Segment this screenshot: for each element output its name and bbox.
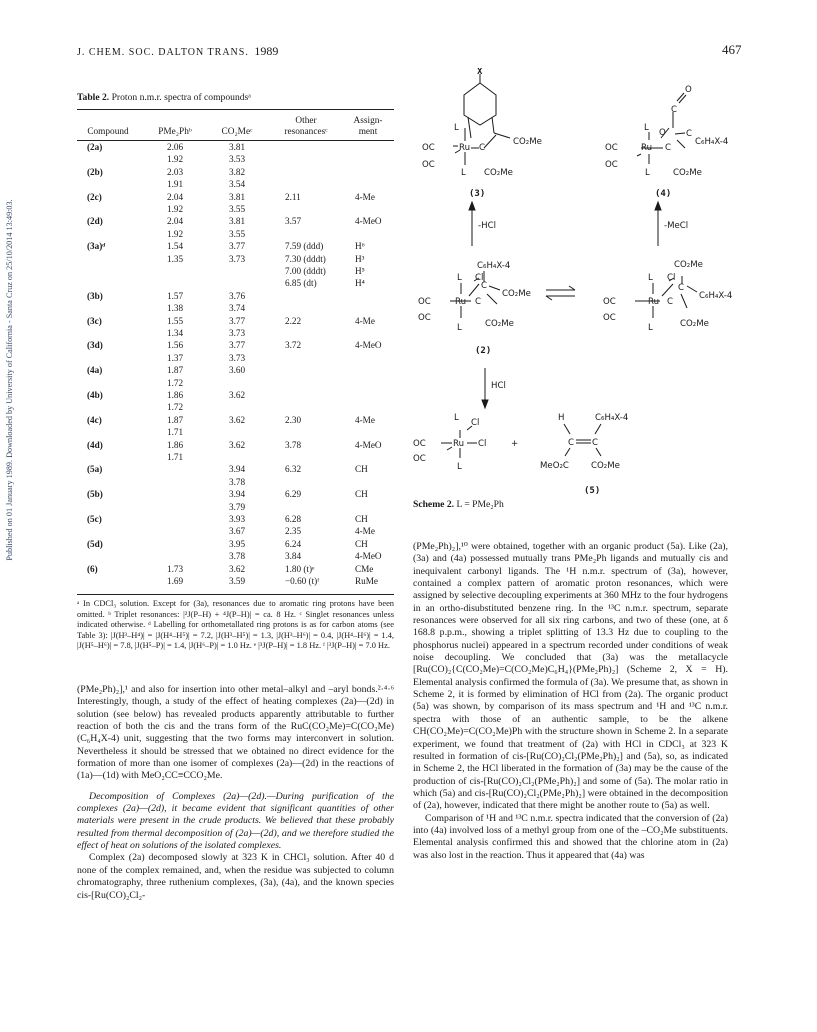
table-cell-compound: (2d) xyxy=(87,216,103,227)
table-cell-pme2ph: 2.04 xyxy=(167,216,184,227)
table-cell-compound: (4b) xyxy=(87,390,103,400)
header-assign-top: Assign- xyxy=(353,116,383,126)
table-cell-other: 2.11 xyxy=(285,191,301,202)
header-co2me: CO₂Meᶜ xyxy=(221,127,253,137)
table-cell-co2me: 3.94 xyxy=(229,464,246,475)
table-cell-compound: (3d) xyxy=(87,340,103,351)
table-cell-other: 2.22 xyxy=(285,315,302,326)
table-cell-other: 7.30 (dddt) xyxy=(285,253,326,264)
table-cell-co2me: 3.79 xyxy=(229,501,246,512)
table-cell-pme2ph: 1.37 xyxy=(167,352,184,363)
scheme-2-diagram xyxy=(405,68,750,498)
oxygen: O xyxy=(685,85,692,95)
table-cell-pme2ph: 1.55 xyxy=(167,315,184,326)
table-cell-compound: (5b) xyxy=(87,489,103,500)
table-cell-co2me: 3.81 xyxy=(229,191,246,202)
co2me-group: CO₂Me xyxy=(673,168,702,178)
carbon: C xyxy=(667,297,674,307)
table-cell-co2me: 3.93 xyxy=(229,514,246,524)
table-cell-compound: (4c) xyxy=(87,414,102,425)
table-cell-co2me: 3.62 xyxy=(229,563,246,574)
table-cell-compound: (4d) xyxy=(87,439,103,450)
table-cell-compound: (5a) xyxy=(87,464,103,475)
compound-2-right-structure xyxy=(635,276,697,318)
ligand-l: L xyxy=(457,273,462,283)
table-cell-other: 1.80 (t)ᵉ xyxy=(285,563,315,574)
table-cell-co2me: 3.55 xyxy=(229,204,246,214)
table-cell-pme2ph: 1.38 xyxy=(167,303,184,314)
header-other-top: Other xyxy=(295,116,317,126)
co2me-group: CO₂Me xyxy=(591,461,620,471)
table-cell-pme2ph: 1.91 xyxy=(167,179,184,190)
table-cell-pme2ph: 1.56 xyxy=(167,340,184,351)
table-cell-assign: CH xyxy=(355,514,368,524)
table-cell-other: −0.60 (t)ᶠ xyxy=(285,576,320,586)
aryl-group: C₆H₄X-4 xyxy=(695,137,729,147)
table-caption xyxy=(77,92,251,103)
table-cell-pme2ph: 1.92 xyxy=(167,228,184,239)
table-cell-compound: (3a)ᵈ xyxy=(87,241,106,252)
table-cell-pme2ph: 1.86 xyxy=(167,439,184,450)
paragraph-decomposition: Decomposition of Complexes (2a)—(2d).—During purification of the complexes (2a)—(2d), it became evident that significant quantities of other materials were present in the crude products. We believed that these probably resulted from thermal decomposition of (2a)—(2d), and we therefore studied the effect of heat on solutions of the isolated complexes. xyxy=(77,790,394,852)
table-cell-pme2ph: 1.71 xyxy=(167,452,184,462)
ligand-l: L xyxy=(454,413,459,423)
compound-2-label: (2) xyxy=(475,346,492,356)
table-cell-co2me: 3.73 xyxy=(229,253,246,264)
carbon: C xyxy=(479,143,486,153)
ruthenium: Ru xyxy=(459,143,471,153)
ligand-l: L xyxy=(461,168,466,178)
table-cell-co2me: 3.55 xyxy=(229,228,246,239)
plus-sign: + xyxy=(511,439,519,449)
table-cell-assign: 4-MeO xyxy=(355,439,382,450)
table-cell-assign: H⁶ xyxy=(355,241,365,252)
table-cell-pme2ph: 1.35 xyxy=(167,253,184,264)
chlorine: Cl xyxy=(478,439,487,449)
table-cell-compound: (4a) xyxy=(87,365,103,376)
carbonyl-oc: OC xyxy=(418,297,431,307)
table-cell-other: 3.84 xyxy=(285,551,302,562)
page-number: 467 xyxy=(722,42,742,57)
table-cell-co2me: 3.74 xyxy=(229,303,246,314)
minus-hcl-label: -HCl xyxy=(478,221,496,231)
provenance-text: Published on 01 January 1989. Downloaded by University of California - Santa Cruz on 25/10/2014 13:49:03. xyxy=(5,199,14,561)
table-cell-other: 2.30 xyxy=(285,414,302,425)
table-cell-assign: CMe xyxy=(355,563,374,574)
table-cell-co2me: 3.77 xyxy=(229,315,246,326)
ligand-l: L xyxy=(648,323,653,333)
ligand-l: L xyxy=(648,273,653,283)
ruthenium: Ru xyxy=(648,297,660,307)
ruthenium: Ru xyxy=(641,143,653,153)
ligand-l: L xyxy=(644,123,649,133)
chlorine: Cl xyxy=(475,273,484,283)
table-cell-compound: (6) xyxy=(87,563,98,574)
table-caption-text: Proton n.m.r. spectra of compoundsᵃ xyxy=(111,92,251,103)
table-cell-assign: 4-Me xyxy=(355,315,375,326)
table-cell-compound: (3c) xyxy=(87,315,102,326)
table-cell-pme2ph: 1.57 xyxy=(167,290,184,301)
carbonyl-oc: OC xyxy=(413,454,426,464)
carbonyl-oc: OC xyxy=(418,313,431,323)
co2me-group: CO₂Me xyxy=(513,137,542,147)
table-cell-co2me: 3.73 xyxy=(229,352,246,363)
table-cell-compound: (3b) xyxy=(87,290,103,301)
ruthenium: Ru xyxy=(453,439,465,449)
table-cell-pme2ph: 1.71 xyxy=(167,427,184,438)
table-cell-pme2ph: 1.92 xyxy=(167,204,184,214)
table-cell-pme2ph: 1.87 xyxy=(167,365,184,376)
table-cell-assign: H⁵ xyxy=(355,266,365,276)
carbonyl-oc: OC xyxy=(413,439,426,449)
table-cell-compound: (2b) xyxy=(87,166,103,177)
table-cell-co2me: 3.78 xyxy=(229,551,246,562)
co2me-group: CO₂Me xyxy=(674,260,703,270)
table-bottom-rule xyxy=(77,594,394,595)
table-cell-co2me: 3.59 xyxy=(229,576,246,586)
table-cell-co2me: 3.82 xyxy=(229,166,246,177)
table-cell-compound: (2a) xyxy=(87,142,103,152)
table-cell-pme2ph: 2.03 xyxy=(167,166,184,177)
scheme-caption-text: L = PMe₂Ph xyxy=(456,499,504,510)
table-cell-co2me: 3.67 xyxy=(229,526,246,537)
table-header-rule xyxy=(77,140,394,141)
meo2c-group: MeO₂C xyxy=(540,461,569,471)
chlorine: Cl xyxy=(471,418,480,428)
table-top-rule xyxy=(77,109,394,110)
compound-5-label: (5) xyxy=(584,486,601,496)
header-other-bottom: resonancesᶜ xyxy=(284,127,328,137)
ligand-l: L xyxy=(457,323,462,333)
table-cell-co2me: 3.77 xyxy=(229,340,246,351)
table-cell-pme2ph: 1.69 xyxy=(167,576,184,586)
right-column-text xyxy=(413,541,728,862)
table-cell-assign: CH xyxy=(355,538,368,549)
hcl-label: HCl xyxy=(491,381,506,391)
co2me-group: CO₂Me xyxy=(680,319,709,329)
header-compound: Compound xyxy=(87,127,129,137)
table-cell-other: 6.28 xyxy=(285,514,302,524)
table-cell-co2me: 3.53 xyxy=(229,154,246,165)
carbon: C xyxy=(671,105,678,115)
table-cell-other: 3.72 xyxy=(285,340,302,351)
hydrogen: H xyxy=(558,413,565,423)
table-cell-other: 3.57 xyxy=(285,216,302,227)
compound-4-label: (4) xyxy=(655,189,672,199)
table-cell-co2me: 3.76 xyxy=(229,290,246,301)
table-cell-assign: 4-MeO xyxy=(355,551,382,562)
running-head xyxy=(77,44,278,59)
co2me-group: CO₂Me xyxy=(502,289,531,299)
header-assign-bottom: ment xyxy=(358,127,378,137)
ligand-l: L xyxy=(645,168,650,178)
table-cell-other: 6.85 (dt) xyxy=(285,278,317,289)
table-cell-pme2ph: 1.54 xyxy=(167,241,184,252)
table-cell-other: 2.35 xyxy=(285,526,302,537)
table-cell-co2me: 3.81 xyxy=(229,216,246,227)
chlorine: Cl xyxy=(667,273,676,283)
scheme-caption xyxy=(413,499,504,510)
compound-3-label: (3) xyxy=(469,189,486,199)
table-cell-other: 7.59 (ddd) xyxy=(285,241,324,252)
table-cell-pme2ph: 1.86 xyxy=(167,390,184,400)
paragraph: (PMe₂Ph)₂],¹⁰ were obtained, together with an organic product (5a). Like (2a), (3a) and (4a) possessed mutually trans PMe₂Ph ligands and mutually cis and inequivalent carbonyl ligands. The ¹H n.m.r. spectrum of (3a), however, contained a complex pattern of aromatic proton resonances, which were assigned by selective decoupling experiments at 360 MHz to the four hydrogens in an ortho-disubstituted benzene ring. In the ¹³C n.m.r. spectrum, separate resonances were observed for all six ring carbons, and two of these (one, at δ 168.8 p.p.m., showing a triplet splitting of 13.3 Hz due to coupling to the phosphorus nuclei) appeared in a spectrum recorded under conditions of weak noise decoupling. We concluded that (3a) was the metallacycle [Ru(CO)₂{C(CO₂Me)=C(CO₂Me)C₆H₄}(PMe₂Ph)₂] (Scheme 2, X = H). Elemental analysis confirmed the formula of (3a). We presume that, as shown in Scheme 2, it is formed by elimination of HCl from (2a). The organic product (5a) was shown, by comparison of its mass spectrum and ¹H and ¹³C n.m.r. spectra with those of an authentic sample, to be the alkene CH(CO₂Me)=C(CO₂Me)Ph with the structure shown in Scheme 2. In a separate experiment, we found that treatment of (2a) with HCl in CDCl₃ at 323 K resulted in formation of cis-[Ru(CO)₂Cl₂(PMe₂Ph)₂] and (5a), so, as indicated in Scheme 2, the HCl liberated in the formation of (3a) may be the cause of the production of cis-[Ru(CO)₂Cl₂(PMe₂Ph)₂] and some of (5a). The molar ratio in which (5a) and cis-[Ru(CO)₂Cl₂(PMe₂Ph)₂] were obtained in the decomposition of (2a), however, indicated that there might be another route to (5a) as well. xyxy=(413,541,728,812)
table-cell-pme2ph: 2.04 xyxy=(167,191,184,202)
table-cell-assign: 4-MeO xyxy=(355,216,382,227)
carbon: C xyxy=(678,283,685,293)
aryl-group: C₆H₄X-4 xyxy=(595,413,629,423)
table-cell-other: 3.78 xyxy=(285,439,302,450)
ruthenium: Ru xyxy=(455,297,467,307)
table-cell-assign: 4-Me xyxy=(355,414,375,425)
table-cell-pme2ph: 1.72 xyxy=(167,377,184,388)
ligand-l: L xyxy=(457,462,462,472)
table-cell-pme2ph: 1.72 xyxy=(167,402,184,413)
paragraph: Comparison of ¹H and ¹³C n.m.r. spectra indicated that the conversion of (2a) into (4a) involved loss of a methyl group from one of the –CO₂Me substituents. Elemental analysis confirmed this and showed that the chlorine atom in (2a) was also lost in the reaction. Thus it appeared that (4a) was xyxy=(413,812,728,861)
sub-x: X xyxy=(477,68,483,77)
table-cell-assign: CH xyxy=(355,464,368,475)
carbon: C xyxy=(592,438,599,448)
table-cell-assign: H³ xyxy=(355,253,365,264)
journal-name: J. CHEM. SOC. DALTON TRANS. xyxy=(77,47,249,58)
table-cell-co2me: 3.62 xyxy=(229,439,246,450)
carbonyl-oc: OC xyxy=(603,313,616,323)
co2me-group: CO₂Me xyxy=(484,168,513,178)
carbonyl-oc: OC xyxy=(422,143,435,153)
table-cell-assign: 4-Me xyxy=(355,191,375,202)
provenance-sidebar xyxy=(3,120,17,640)
paragraph: (PMe₂Ph)₂],¹ and also for insertion into other metal–alkyl and –aryl bonds.²·⁴·⁶ Interestingly, though, a study of the effect of heating complexes (2a)—(2d) in solution (see below) has revealed products apparently attributable to further reaction of both the cis and the trans form of the RuC(CO₂Me)=C(CO₂Me)(C₆H₄X-4) unit, suggesting that the two forms may interconvert in solution. Nevertheless it should be stressed that we obtained no direct evidence for the formation of more than one isomer of complexes (2a)—(2d) in the reactions of (1a)—(1d) with MeO₂CC≡CCO₂Me. xyxy=(77,684,394,782)
left-column-text xyxy=(77,684,394,902)
table-cell-other: 6.29 xyxy=(285,489,302,500)
table-cell-other: 6.32 xyxy=(285,464,302,475)
table-cell-pme2ph: 1.34 xyxy=(167,328,184,338)
carbonyl-oc: OC xyxy=(605,143,618,153)
table-cell-co2me: 3.95 xyxy=(229,538,246,549)
carbonyl-oc: OC xyxy=(422,160,435,170)
table-cell-pme2ph: 1.87 xyxy=(167,414,184,425)
table-cell-co2me: 3.62 xyxy=(229,414,246,425)
header-pme2ph: PMe₂Phᵇ xyxy=(158,127,192,137)
table-cell-co2me: 3.77 xyxy=(229,241,246,252)
table-cell-assign: 4-MeO xyxy=(355,340,382,351)
minus-mecl-label: -MeCl xyxy=(664,221,689,231)
table-cell-pme2ph: 1.92 xyxy=(167,154,184,165)
table-cell-co2me: 3.62 xyxy=(229,390,246,400)
reaction-arrows xyxy=(469,202,661,408)
table-cell-other: 7.00 (dddt) xyxy=(285,266,326,276)
carbonyl-oc: OC xyxy=(603,297,616,307)
carbon: C xyxy=(481,281,488,291)
table-footnotes: ᵃ In CDCl₃ solution. Except for (3a), resonances due to aromatic ring protons have been omitted. ᵇ Triplet resonances: |²J(P–H) + ⁴J(P–H)| = ca. 8 Hz. ᶜ Singlet resonances unless indicated otherwise. ᵈ Labelling for orthometallated ring protons is as for carbon atoms (see Table 3): |J(H³–H⁴)| = |J(H⁴–H⁵)| = 7.2, |J(H³–H⁵)| = 1.3, |J(H³–H⁶)| = 0.4, |J(H⁴–H⁶)| = 1.4, |J(H⁵–H⁶)| = 7.8, |J(H⁵–P)| = 1.4, |J(H⁶–P)| = 1.0 Hz. ᵉ |³J(P–H)| = 1.8 Hz. ᶠ |³J(P–H)| = 7.0 Hz. xyxy=(77,599,394,651)
table-cell-compound: (5d) xyxy=(87,538,103,549)
table-cell-other: 6.24 xyxy=(285,538,302,549)
table-cell-co2me: 3.94 xyxy=(229,489,246,500)
paragraph: Complex (2a) decomposed slowly at 323 K in CHCl₃ solution. After 40 d none of the complex remained, and, when the residue was subjected to column chromatography, three ruthenium complexes, (3a), (4a), and the known species cis-[Ru(CO)₂Cl₂- xyxy=(77,852,394,901)
table-cell-pme2ph: 1.73 xyxy=(167,563,184,574)
table-cell-assign: 4-Me xyxy=(355,526,375,537)
table-cell-co2me: 3.78 xyxy=(229,476,246,487)
carbonyl-oc: OC xyxy=(605,160,618,170)
journal-year: 1989 xyxy=(254,44,279,58)
table-cell-compound: (5c) xyxy=(87,514,102,524)
table-cell-assign: RuMe xyxy=(355,576,378,586)
table-cell-compound: (2c) xyxy=(87,191,102,202)
table-cell-co2me: 3.73 xyxy=(229,328,246,338)
aryl-group: C₆H₄X-4 xyxy=(477,261,511,271)
table-cell-assign: CH xyxy=(355,489,368,500)
carbon: C xyxy=(686,129,693,139)
table-cell-co2me: 3.54 xyxy=(229,179,246,190)
table-caption-label: Table 2. xyxy=(77,92,110,103)
table-cell-co2me: 3.60 xyxy=(229,365,246,376)
table-cell-co2me: 3.81 xyxy=(229,142,246,152)
aryl-group: C₆H₄X-4 xyxy=(699,291,733,301)
carbon: C xyxy=(568,438,575,448)
co2me-group: CO₂Me xyxy=(485,319,514,329)
carbon: C xyxy=(475,297,482,307)
table-cell-pme2ph: 2.06 xyxy=(167,142,184,152)
oxygen: O xyxy=(659,128,666,138)
carbon: C xyxy=(665,143,672,153)
scheme-caption-label: Scheme 2. xyxy=(413,499,455,510)
table-cell-assign: H⁴ xyxy=(355,278,365,289)
ligand-l: L xyxy=(454,123,459,133)
